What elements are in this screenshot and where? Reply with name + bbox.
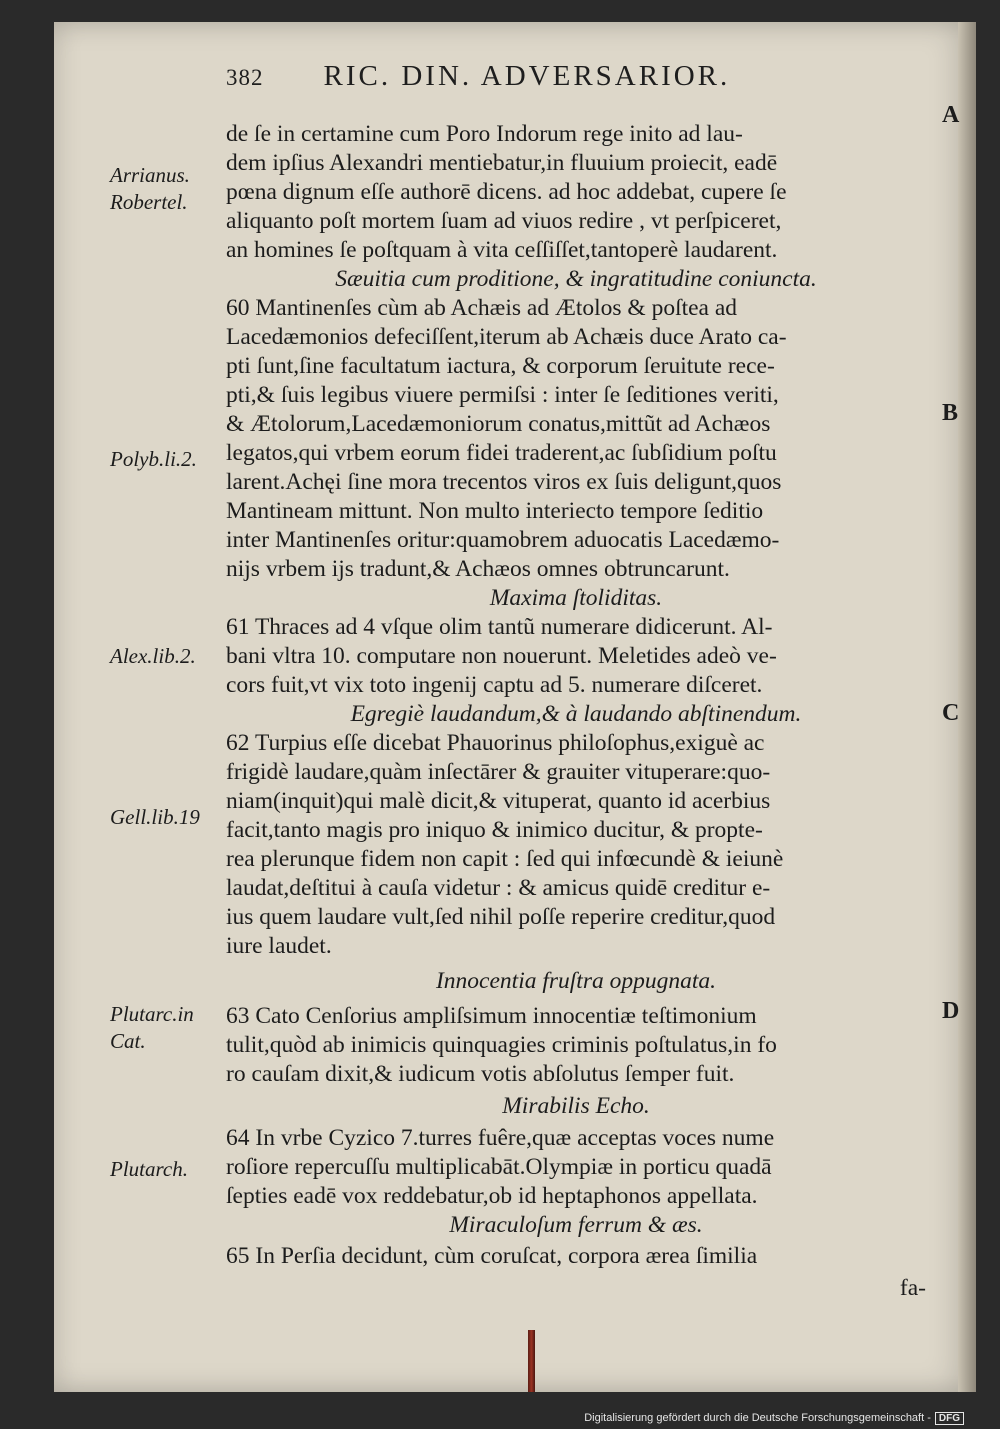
dfg-logo: DFG	[935, 1412, 964, 1425]
page-number: 382	[226, 65, 264, 90]
text-line: ius quem laudare vult,ſed nihil poſſe reperire creditur,quod	[226, 904, 776, 930]
margin-note: Plutarch.	[110, 1157, 188, 1181]
catchword: fa-	[899, 1275, 926, 1301]
text-line: 62 Turpius eſſe dicebat Phauorinus philoſophus,exiguè ac	[226, 730, 765, 756]
margin-note: Plutarc.in	[110, 1002, 194, 1026]
text-line: larent.Achęi ſine mora trecentos viros ex ſuis deligunt,quos	[226, 469, 782, 495]
text-line: de ſe in certamine cum Poro Indorum rege inito ad lau-	[226, 121, 743, 147]
margin-note: Gell.lib.19	[110, 805, 200, 829]
section-heading: Miraculoſum ferrum & æs.	[449, 1212, 703, 1238]
running-header	[226, 60, 730, 93]
text-line: 63 Cato Cenſorius ampliſsimum innocentiæ teſtimonium	[226, 1003, 757, 1029]
section-heading: Egregiè laudandum,& à laudando abſtinendum.	[350, 701, 802, 727]
text-line: 61 Thraces ad 4 vſque olim tantũ numerare didicerunt. Al-	[226, 614, 773, 640]
margin-note: Polyb.li.2.	[110, 447, 197, 471]
page-edge-shadow	[958, 22, 976, 1392]
text-line: tulit,quòd ab inimicis quinquagies criminis poſtulatus,in fo	[226, 1032, 777, 1058]
running-title: RIC. DIN. ADVERSARIOR.	[323, 60, 731, 92]
text-line: dem ipſius Alexandri mentiebatur,in fluuium proiecit, eadē	[226, 150, 778, 176]
text-line: facit,tanto magis pro iniquo & inimico ducitur, & propte-	[226, 817, 763, 843]
text-line: niam(inquit)qui malè dicit,& vituperat, quanto id acerbius	[226, 788, 771, 814]
text-line: roſiore repercuſſu multiplicabāt.Olympiæ in porticu quadā	[226, 1154, 772, 1180]
section-heading: Maxima ſtoliditas.	[489, 585, 663, 611]
text-line: laudat,deſtitui à cauſa videtur : & amicus quidē creditur e-	[226, 875, 771, 901]
text-line: 64 In vrbe Cyzico 7.turres fuêre,quæ acceptas voces nume	[226, 1125, 775, 1151]
section-heading: Mirabilis Echo.	[502, 1093, 650, 1119]
text-line: pti,& ſuis legibus viuere permiſsi : inter ſe ſeditiones veriti,	[226, 382, 779, 408]
section-letter: C	[942, 700, 960, 726]
text-line: Mantineam mittunt. Non multo interiecto tempore ſeditio	[226, 498, 764, 524]
text-line: an homines ſe poſtquam à vita ceſſiſſet,tantoperè laudarent.	[226, 237, 778, 263]
text-line: pti ſunt,ſine facultatum iactura, & corporum ſeruitute rece-	[226, 353, 775, 379]
footer-text: Digitalisierung gefördert durch die Deutsche Forschungsgemeinschaft -	[584, 1412, 931, 1424]
binding-thread	[528, 1330, 535, 1392]
text-line: Lacedæmonios defeciſſent,iterum ab Achæis duce Arato ca-	[226, 324, 787, 350]
section-letter: D	[942, 998, 960, 1024]
text-line: frigidè laudare,quàm inſectārer & grauiter vituperare:quo-	[226, 759, 771, 785]
margin-note: Robertel.	[110, 190, 188, 214]
text-line: 60 Mantinenſes cùm ab Achæis ad Ætolos & poſtea ad	[226, 295, 738, 321]
text-line: iure laudet.	[226, 933, 332, 959]
text-line: aliquanto poſt mortem ſuam ad viuos redire , vt perſpiceret,	[226, 208, 782, 234]
book-page	[54, 22, 976, 1392]
section-heading: Sæuitia cum proditione, & ingratitudine coniuncta.	[335, 266, 817, 292]
text-line: nijs vrbem ijs tradunt,& Achæos omnes obtruncarunt.	[226, 556, 730, 582]
margin-note: Cat.	[110, 1029, 146, 1053]
text-line: inter Mantinenſes oritur:quamobrem aduocatis Lacedæmo-	[226, 527, 780, 553]
section-letter: A	[942, 102, 960, 128]
text-line: pœna dignum eſſe authorē dicens. ad hoc addebat, cupere ſe	[226, 179, 787, 205]
text-line: 65 In Perſia decidunt, cùm coruſcat, corpora æreа ſimilia	[226, 1243, 758, 1269]
section-heading: Innocentia fruſtra oppugnata.	[435, 968, 717, 994]
text-line: ſepties eadē vox reddebatur,ob id heptaphonos appellata.	[226, 1183, 758, 1209]
text-line: rea plerunque fidem non capit : ſed qui infœcundè & ieiunè	[226, 846, 784, 872]
digitization-footer	[584, 1412, 964, 1425]
margin-note: Arrianus.	[110, 163, 190, 187]
text-line: cors fuit,vt vix toto ingenij captu ad 5. numerare diſceret.	[226, 672, 763, 698]
text-line: & Ætolorum,Lacedæmoniorum conatus,mittũt ad Achæos	[226, 411, 771, 437]
text-line: bani vltra 10. computare non nouerunt. Meletides adeò ve-	[226, 643, 777, 669]
text-line: legatos,qui vrbem eorum fidei traderent,ac ſubſidium poſtu	[226, 440, 777, 466]
margin-note: Alex.lib.2.	[110, 644, 196, 668]
text-line: ro cauſam dixit,& iudicum votis abſolutus ſemper fuit.	[226, 1061, 735, 1087]
section-letter: B	[942, 400, 959, 426]
